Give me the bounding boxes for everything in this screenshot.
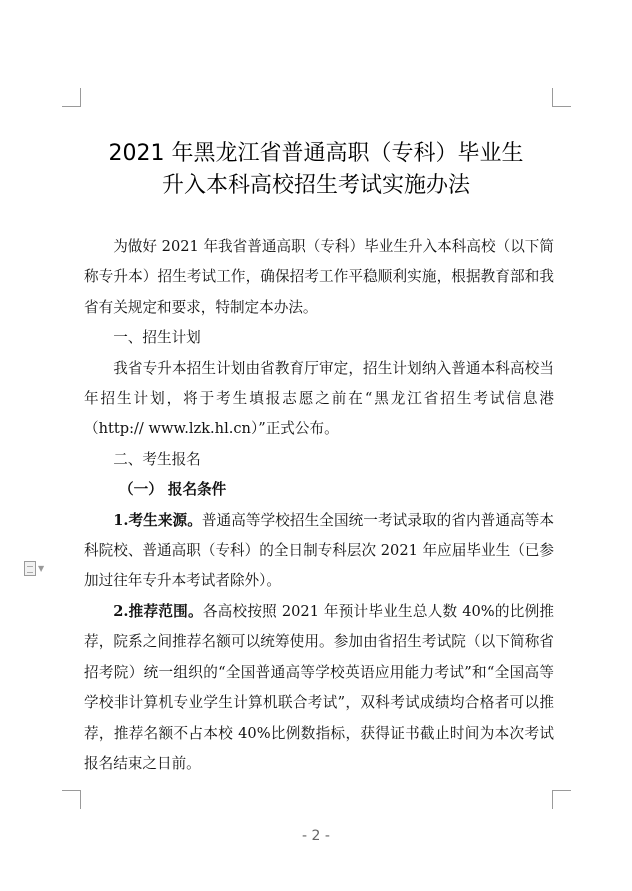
- item-2-text: 各高校按照 2021 年预计毕业生总人数 40%的比例推荐，院系之间推荐名额可以统筹使用。参加由省招生考试院（以下简称省招考院）统一组织的“全国普通高等学校英语应用能力考试”和“全国高等学校非计算机专业学生计算机联合考试”，双科考试成绩均合格者可以推荐，推荐名额不占本校 40%比例数指标，获得证书截止时间为本次考试报名结束之日前。: [84, 602, 554, 772]
- document-title: [60, 138, 572, 202]
- document-options-button[interactable]: [24, 560, 52, 576]
- item-2-paragraph: [84, 597, 554, 779]
- page-corner-mark-top-right: [552, 88, 571, 107]
- item-2-label: 2.推荐范围。: [113, 602, 203, 620]
- intro-paragraph: 为做好 2021 年我省普通高职（专科）毕业生升入本科高校（以下简称专升本）招生考试工作，确保招考工作平稳顺利实施，根据教育部和我省有关规定和要求，特制定本办法。: [84, 238, 554, 316]
- item-1-label: 1.考生来源。: [113, 511, 202, 529]
- section-2-heading: 二、考生报名: [113, 450, 201, 468]
- subsection-heading: （一） 报名条件: [119, 481, 227, 499]
- document-body: [84, 232, 554, 779]
- document-title-line-1: 2021 年黑龙江省普通高职（专科）毕业生: [108, 141, 524, 166]
- document-title-line-2: 升入本科高校招生考试实施办法: [161, 173, 470, 198]
- item-1-text: 普通高等学校招生全国统一考试录取的省内普通高等本科院校、普通高职（专科）的全日制专科层次 2021 年应届毕业生（已参加过往年专升本考试者除外）。: [84, 511, 554, 590]
- item-1-paragraph: [84, 506, 554, 597]
- page-number: - 2 -: [302, 828, 330, 844]
- section-1-paragraph: 我省专升本招生计划由省教育厅审定，招生计划纳入普通本科高校当年招生计划，将于考生填报志愿之前在“黑龙江省招生考试信息港（http:// www.lzk.hl.cn）”正式公布。: [84, 359, 554, 438]
- page-corner-mark-bottom-right: [552, 790, 571, 809]
- chevron-down-icon: ▼: [38, 563, 45, 573]
- page-corner-mark-top-left: [62, 88, 81, 107]
- page-corner-mark-bottom-left: [62, 790, 81, 809]
- section-1-heading: 一、招生计划: [113, 329, 201, 347]
- document-icon: [24, 561, 36, 576]
